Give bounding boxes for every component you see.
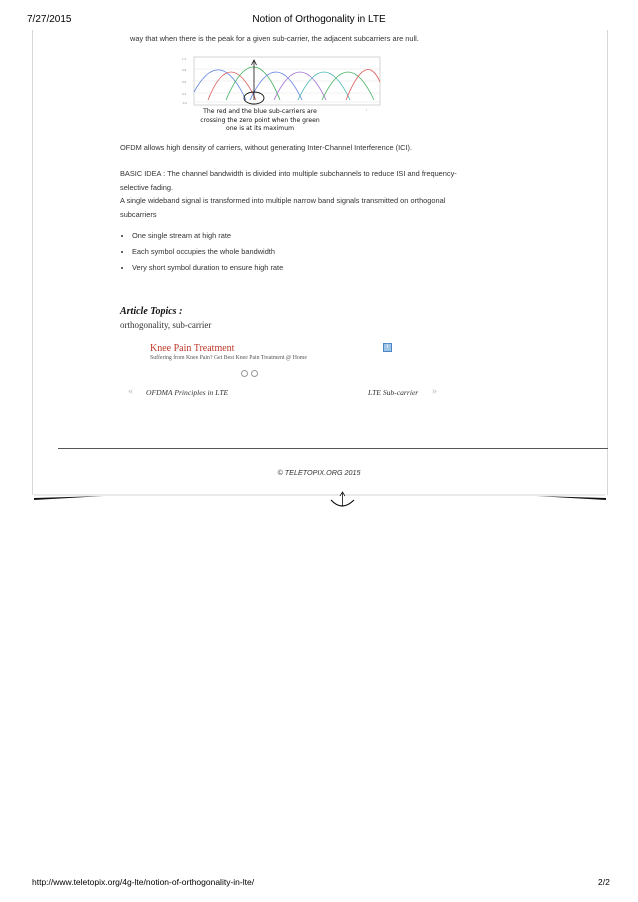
ad-carousel-dots[interactable] [241,364,261,382]
svg-text:f: f [366,109,367,112]
svg-text:-0.2: -0.2 [182,102,188,105]
page-number: 2/2 [598,877,610,887]
footer-url: http://www.teletopix.org/4g-lte/notion-of-orthogonality-in-lte/ [32,877,255,887]
ad-info-icon[interactable]: i [383,343,392,352]
next-article-link[interactable]: LTE Sub-carrier [368,388,419,397]
list-item: • One single stream at high rate [132,228,283,244]
basic-idea-line-2: selective fading. [120,183,173,192]
feature-list [120,228,283,276]
svg-text:0.8: 0.8 [182,69,187,72]
content-frame-left [32,30,33,495]
figure-caption: The red and the blue sub-carriers are crossing the zero point when the green one is at its maximum [200,108,320,132]
prev-article-link[interactable]: OFDMA Principles in LTE [146,388,229,397]
footer-ornament [30,488,610,510]
lead-text: way that when there is the peak for a given sub-carrier, the adjacent subcarriers are null. [130,34,419,43]
svg-text:0.6: 0.6 [182,81,187,84]
ad-title-link[interactable]: Knee Pain Treatment [150,343,235,354]
topics-list[interactable]: orthogonality, sub-carrier [120,320,212,330]
list-item: • Very short symbol duration to ensure high rate [132,260,283,276]
next-arrow-icon[interactable]: » [432,386,437,397]
footer-divider [58,448,608,449]
list-item: • Each symbol occupies the whole bandwidth [132,244,283,260]
topics-heading: Article Topics : [120,306,183,317]
prev-arrow-icon[interactable]: « [128,386,133,397]
carousel-dot[interactable] [251,370,258,377]
content-frame-right [607,30,608,495]
svg-text:1.2: 1.2 [182,58,187,61]
wideband-line-1: A single wideband signal is transformed into multiple narrow band signals transmitted on orthogonal [120,196,446,205]
ad-description: Suffering from Knee Pain? Get Best Knee Pain Treatment @ Home [150,355,307,361]
carousel-dot[interactable] [241,370,248,377]
svg-text:0.2: 0.2 [182,93,187,96]
basic-idea-line-1: BASIC IDEA : The channel bandwidth is divided into multiple subchannels to reduce ISI and frequency- [120,169,457,178]
print-date: 7/27/2015 [27,14,72,25]
ofdm-paragraph: OFDM allows high density of carriers, without generating Inter-Channel Interference (ICI). [120,143,413,152]
up-arrow-icon[interactable] [340,492,345,506]
page-title: Notion of Orthogonality in LTE [252,14,386,25]
copyright: © TELETOPIX.ORG 2015 [277,468,361,477]
wideband-line-2: subcarriers [120,210,157,219]
